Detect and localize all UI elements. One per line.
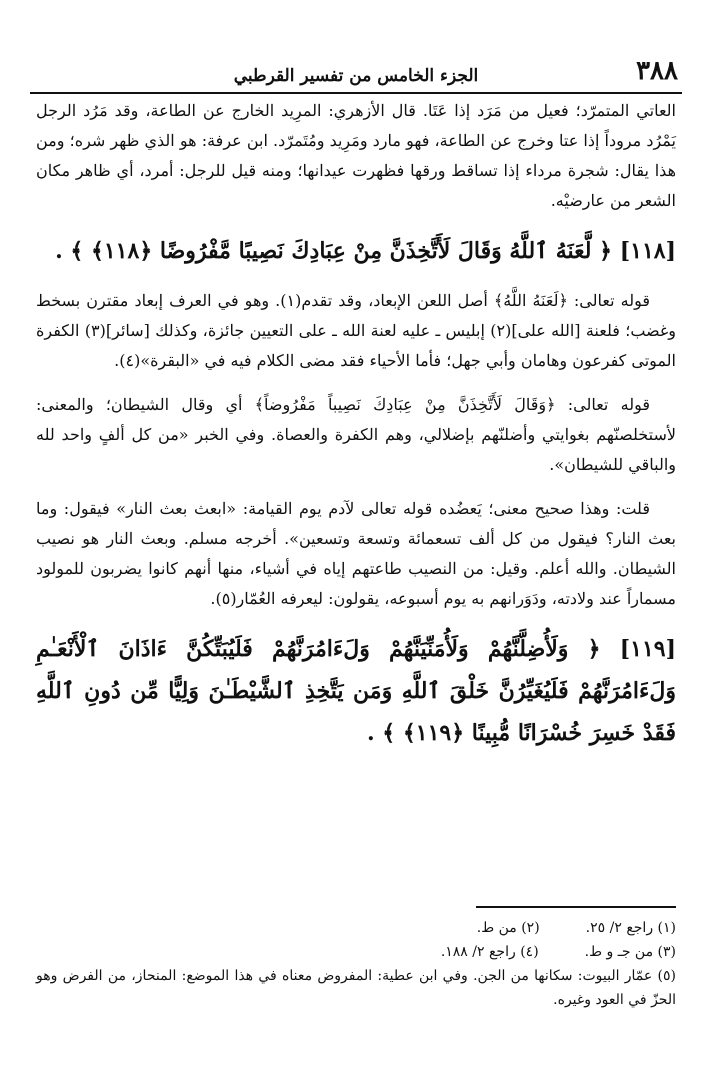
- footnote-3: (٣) من جـ و ط.: [584, 944, 676, 960]
- verse-118: [36, 230, 676, 272]
- paragraph-1: العاتي المتمرّد؛ فعيل من مَرَد إذا عَتَا. قال الأزهري: المرِيد الخارج عن الطاعة، وقد مَرُد الرجل يَمْرُد مروداً إذا عتا وخرج عن الطاعة، فهو مارد ومَرِيد ومُتَمرّد. ابن عرفة: هو الذي ظهر شره؛ ومن هذا يقال: شجرة مرداء إذا تساقط ورقها فظهرت عيدانها؛ ومنه قيل للرجل: أمرد، أي ظاهر مكان الشعر من عارضيْه.: [36, 101, 677, 210]
- verse-text: ﴿ وَلَأُضِلَّنَّهُمْ وَلَأُمَنِّيَنَّهُمْ وَلَءَامُرَنَّهُمْ فَلَيُبَتِّكُنَّ ءَاذَانَ ٱلْأَنْعَـٰمِ وَلَءَامُرَنَّهُمْ فَلَيُغَيِّرُنَّ خَلْقَ ٱللَّهِ وَمَن يَتَّخِذِ ٱلشَّيْطَـٰنَ وَلِيًّا مِّن دُونِ ٱللَّهِ فَقَدْ خَسِرَ خُسْرَانًا مُّبِينًا ﴿١١٩﴾ ﴾ .: [36, 636, 676, 746]
- running-title: الجزء الخامس من تفسير القرطبي: [233, 66, 479, 86]
- paragraph-4: قلت: وهذا صحيح معنى؛ يَعضُده قوله تعالى لآدم يوم القيامة: «ابعث بعث النار» فيقول: وما بعث النار؟ فيقول من كل ألف تسعمائة وتسعة وتسعين». أخرجه مسلم. وبعث النار هو نصيب الشيطان. والله أعلم. وقيل: من النصيب طاعتهم إياه في أشياء، منها أنهم كانوا يضربون للمولود مسماراً عند ولادته، ودَوَرانهم به يوم أسبوعه، يقولون: ليعرفه العُمّار(٥).: [36, 499, 676, 608]
- footnote-1: (١) راجع ٢/ ٢٥.: [585, 920, 676, 936]
- footnote-2: (٢) من ط.: [476, 920, 540, 936]
- verse-number: [١١٩]: [619, 636, 676, 662]
- verse-number: [١١٨]: [619, 238, 676, 264]
- paragraph-2: قوله تعالى: ﴿لَعَنَهُ اللَّهُ﴾ أصل اللعن الإبعاد، وقد تقدم(١). وهو في العرف إبعاد مقترن بسخط وغضب؛ فلعنة [الله على](٢) إبليس ـ عليه لعنة الله ـ على التعيين جائزة، وكذلك [سائر](٣) الكفرة الموتى كفرعون وهامان وأبي جهل؛ فأما الأحياء فقد مضى الكلام فيه في «البقرة»(٤).: [36, 291, 676, 370]
- page-number: ٣٨٨: [636, 56, 678, 86]
- page-body: [36, 96, 676, 768]
- footnote-divider: [476, 906, 676, 908]
- footnotes: [36, 906, 676, 1012]
- footnote-row: [36, 940, 676, 964]
- footnote-4: (٤) راجع ٢/ ١٨٨.: [440, 944, 539, 960]
- verse-text: ﴿ لَّعَنَهُ ٱللَّهُ وَقَالَ لَأَتَّخِذَنَّ مِنْ عِبَادِكَ نَصِيبًا مَّفْرُوضًا ﴿١١٨﴾ ﴾ .: [55, 238, 613, 264]
- footnote-5: (٥) عمّار البيوت: سكانها من الجن. وفي ابن عطية: المفروض معناه في هذا الموضع: المنحاز، من الفرض وهو الحزّ في العود وغيره.: [36, 968, 676, 1008]
- verse-119: [36, 628, 676, 754]
- page-header: [30, 52, 682, 94]
- footnote-row: [36, 916, 676, 940]
- paragraph-3: قوله تعالى: ﴿وَقَالَ لَأَتَّخِذَنَّ مِنْ عِبَادِكَ نَصِيباً مَفْرُوضاً﴾ أي وقال الشيطان؛ والمعنى: لأستخلصنّهم بغوايتي وأضلنّهم بإضلالي، وهم الكفرة والعصاة. وفي الخبر «من كل ألفٍ واحد لله والباقي للشيطان».: [36, 395, 676, 474]
